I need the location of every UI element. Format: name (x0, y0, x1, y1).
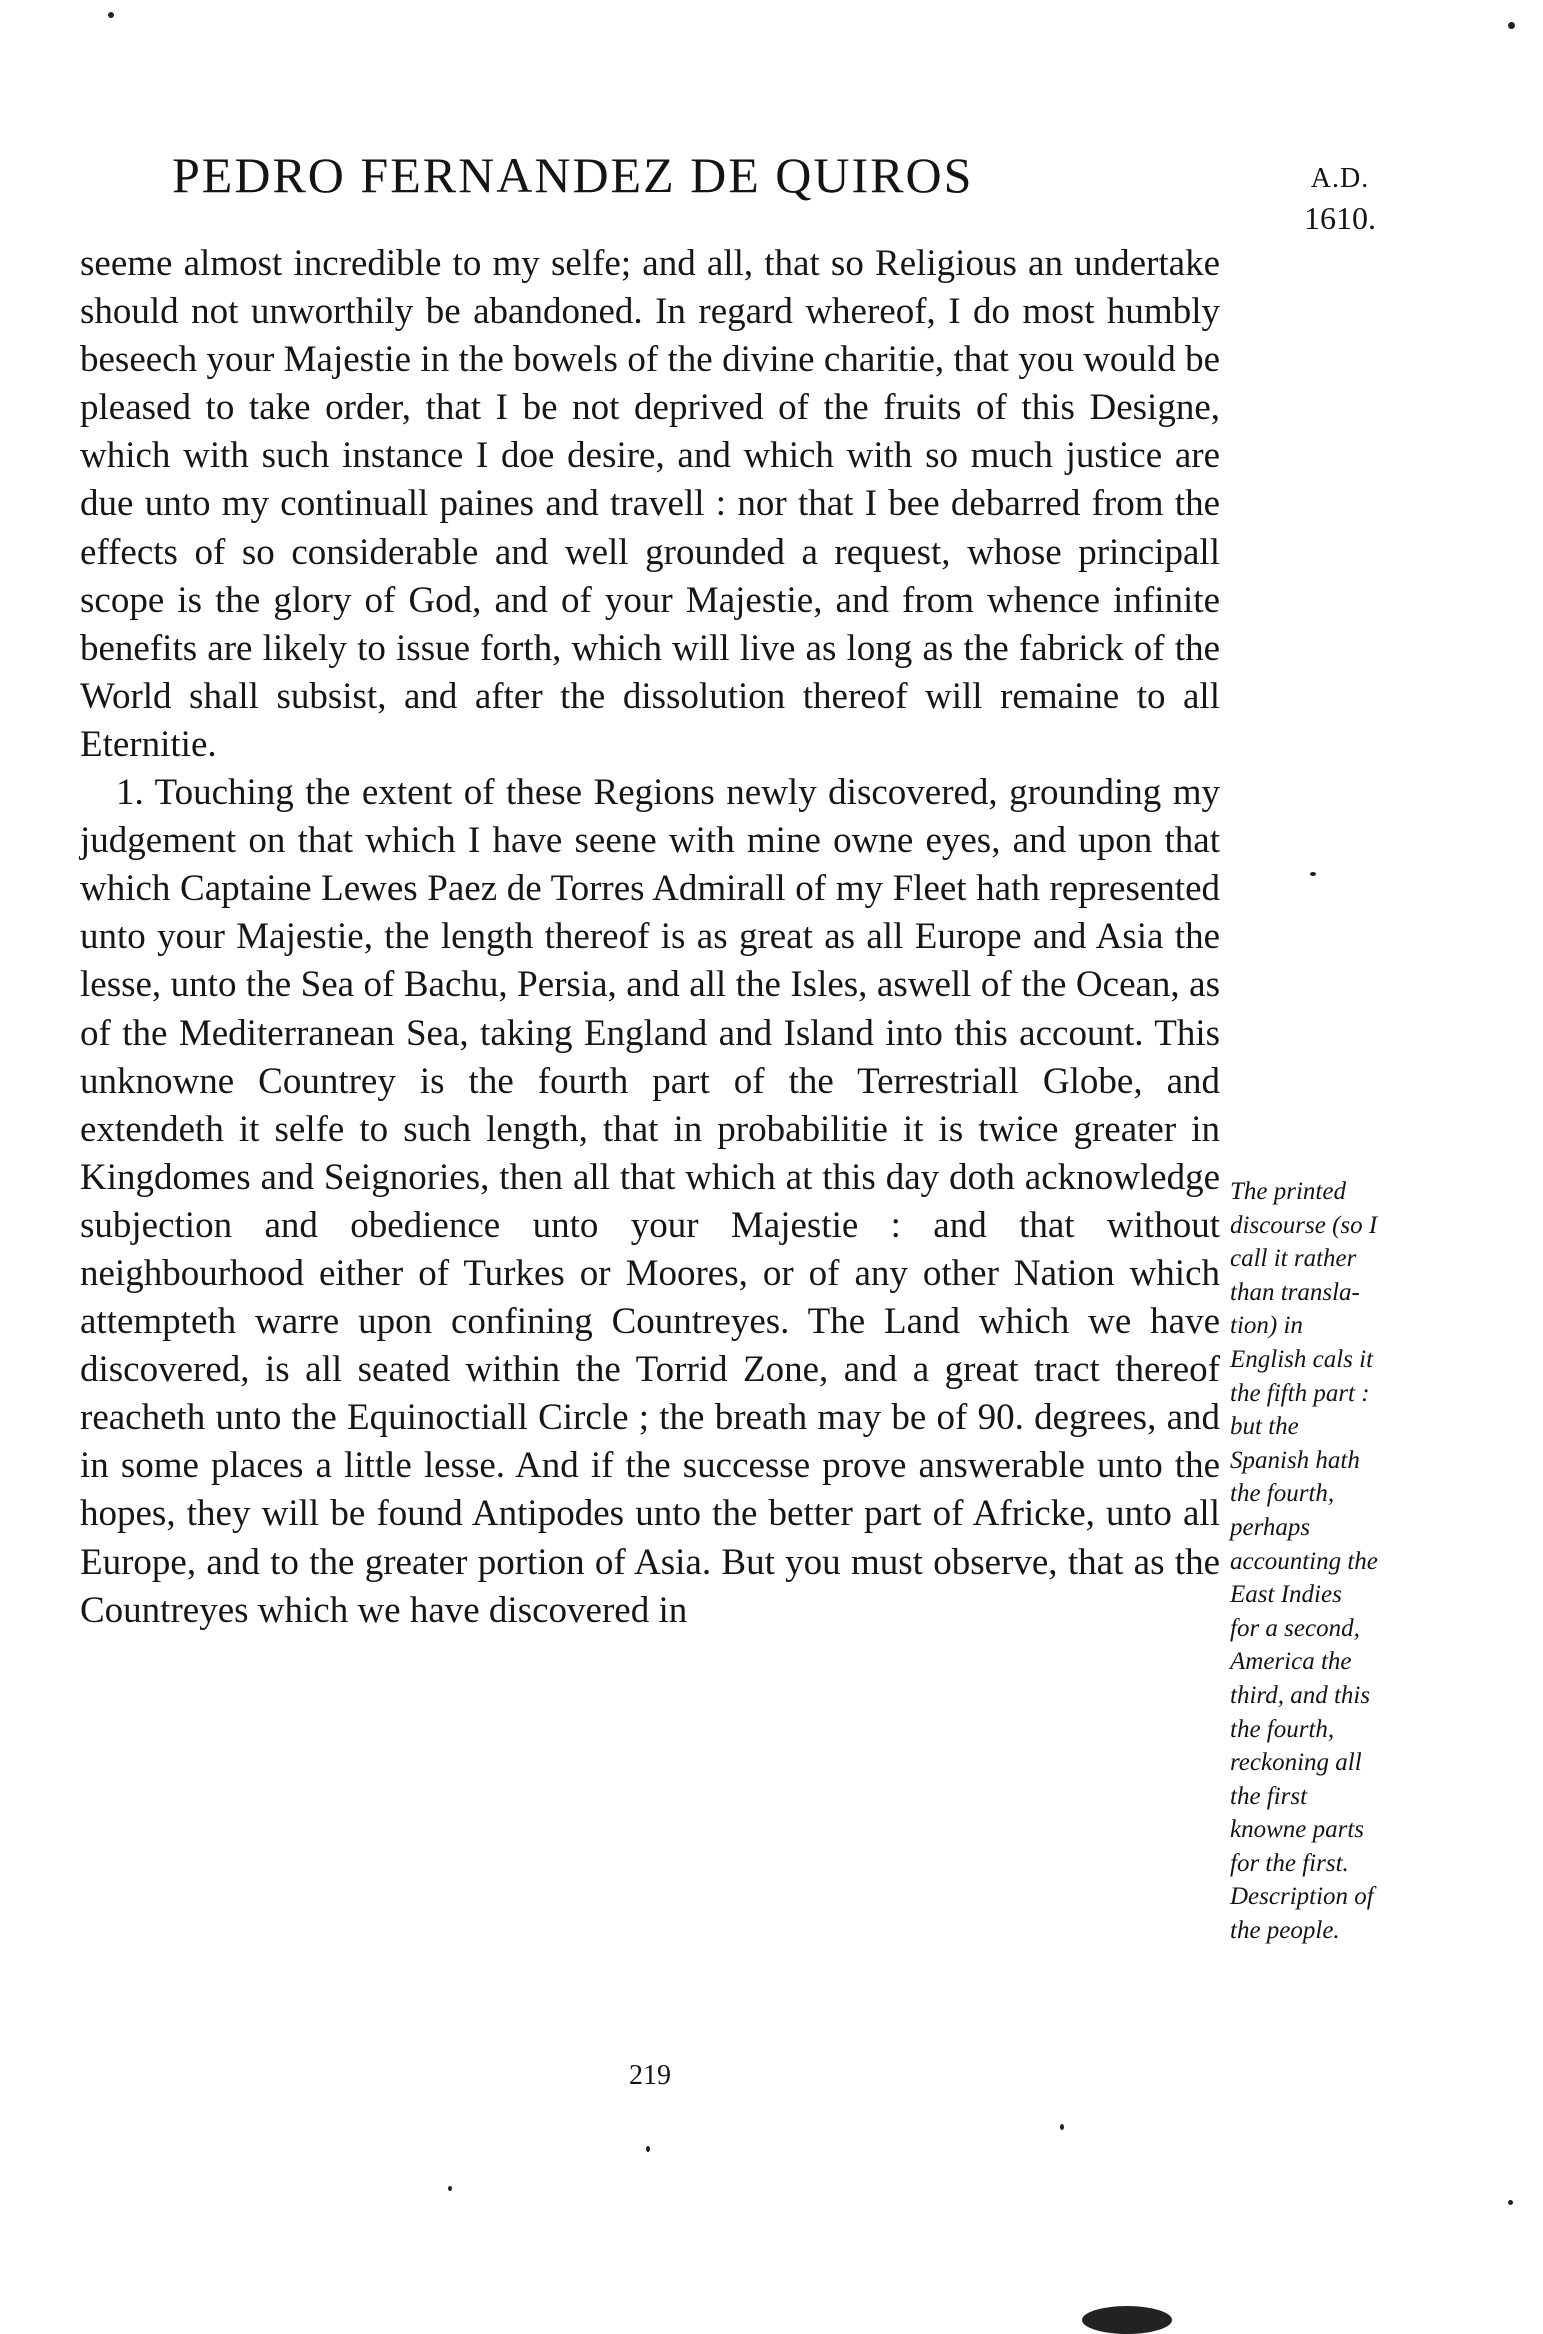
paragraph-section-1: 1. Touching the extent of these Regions newly discovered, grounding my judgement on that which I have seene with mine owne eyes, and upon that which Captaine Lewes Paez de Torres Admirall of my Fleet hath represented unto your Majestie, the length thereof is as great as all Europe and Asia the lesse, unto the Sea of Bachu, Persia, and all the Isles, aswell of the Ocean, as of the Mediterranean Sea, taking England and Island into this account. This unknowne Countrey is the fourth part of the Terrestriall Globe, and extendeth it selfe to such length, that in probabilitie it is twice greater in Kingdomes and Seignories, then all that which at this day doth acknowledge subjection and obedience unto your Majestie : and that without neighbourhood either of Turkes or Moores, or of any other Nation which attempteth warre upon confining Countreyes. The Land which we have discovered, is all seated within the Torrid Zone, and a great tract thereof reacheth unto the Equinoctiall Circle ; the breath may be of 90. degrees, and in some places a little lesse. And if the successe prove answerable unto the hopes, they will be found Antipodes unto the better part of Africke, unto all Europe, and to the greater portion of Asia. But you must observe, that as the Countreyes which we have discovered in (80, 772, 1220, 1631)
marginal-note-line: Spanish hath (1230, 1446, 1360, 1474)
marginal-note-line: perhaps (1230, 1513, 1311, 1541)
main-text (80, 240, 1220, 1635)
marginal-note-line: knowne parts (1230, 1816, 1365, 1844)
marginal-note-line: English cals it (1230, 1345, 1374, 1373)
marginal-note-line: than transla- (1230, 1278, 1360, 1306)
paragraph-continuation: seeme almost incredible to my selfe; and all, that so Religious an undertake should not unworthily be abandoned. In regard whereof, I do most humbly beseech your Majestie in the bowels of the divine charitie, that you would be pleased to take order, that I be not deprived of the fruits of this Designe, which with such instance I doe desire, and which with so much justice are due unto my continuall paines and travell : nor that I bee debarred from the effects of so considerable and well grounded a request, whose principall scope is the glory of God, and of your Majestie, and from whence infinite benefits are likely to issue forth, which will live as long as the fabrick of the World shall subsist, and after the dissolution thereof will remaine to all Eternitie. (80, 243, 1220, 765)
marginal-note-line: for the first. (1230, 1849, 1349, 1877)
marginal-note-line: for a second, (1230, 1614, 1360, 1642)
date-era: A.D. (1310, 163, 1370, 194)
scan-speck (646, 2146, 650, 2152)
page-number: 219 (629, 2060, 671, 2091)
scan-speck (448, 2186, 452, 2191)
scan-speck (108, 12, 114, 18)
date-margin (1295, 160, 1385, 238)
marginal-note-line: but the (1230, 1413, 1299, 1441)
marginal-note-line: The printed (1230, 1178, 1346, 1205)
marginal-note-line: Description of (1230, 1883, 1374, 1911)
marginal-note-line: the first (1230, 1782, 1308, 1810)
date-year: 1610. (1304, 200, 1376, 236)
marginal-note-line: the people. (1230, 1917, 1340, 1945)
marginal-note-line: accounting the (1230, 1547, 1378, 1575)
marginal-note-line: the fourth, (1230, 1480, 1335, 1508)
marginal-note-line: the fourth, (1230, 1715, 1335, 1743)
marginal-note-line: third, and this (1230, 1681, 1371, 1709)
scan-speck (1310, 872, 1316, 876)
scan-speck (1082, 2306, 1172, 2334)
marginal-note-line: discourse (so I (1230, 1211, 1378, 1239)
scan-speck (1508, 22, 1515, 29)
marginal-note-line: reckoning all (1230, 1749, 1362, 1777)
scan-speck (1508, 2200, 1513, 2205)
marginal-note-line: America the (1230, 1648, 1352, 1676)
marginal-note-line: East Indies (1230, 1581, 1342, 1609)
marginal-note (1230, 1175, 1430, 1948)
running-title: PEDRO FERNANDEZ DE QUIROS (172, 147, 974, 203)
marginal-note-line: call it rather (1230, 1245, 1357, 1273)
marginal-note-line: the fifth part : (1230, 1379, 1370, 1407)
scan-speck (1060, 2124, 1064, 2130)
marginal-note-line: tion) in (1230, 1312, 1303, 1340)
